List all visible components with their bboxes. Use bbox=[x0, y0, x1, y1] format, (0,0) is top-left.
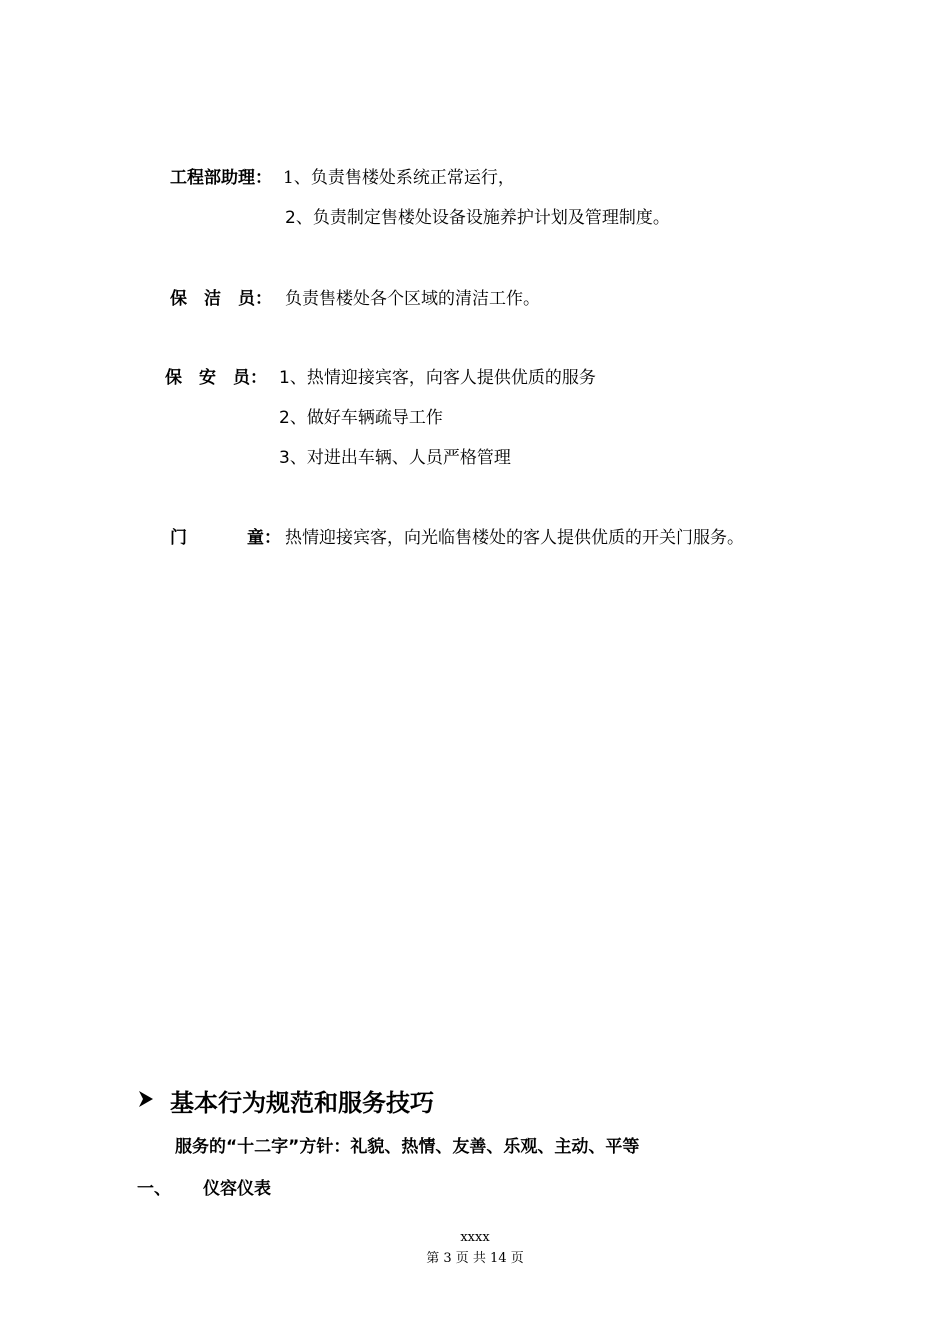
cleaner-duty: 负责售楼处各个区域的清洁工作。 bbox=[285, 289, 540, 309]
security-duty-2: 2、做好车辆疏导工作 bbox=[279, 408, 443, 428]
arrow-bullet-icon bbox=[138, 1090, 154, 1108]
security-duty-3: 3、对进出车辆、人员严格管理 bbox=[279, 448, 511, 468]
role-label-doorman-part-2: 童： bbox=[247, 528, 281, 548]
role-label-engineering-assistant: 工程部助理： bbox=[170, 168, 272, 188]
role-label-cleaner: 保 洁 员： bbox=[170, 289, 272, 309]
section-title: 基本行为规范和服务技巧 bbox=[170, 1089, 434, 1117]
role-label-doorman-part-1: 门 bbox=[170, 528, 187, 548]
security-duty-1: 1、热情迎接宾客，向客人提供优质的服务 bbox=[279, 368, 596, 388]
service-principle: 服务的“十二字”方针：礼貌、热情、友善、乐观、主动、平等 bbox=[175, 1137, 640, 1157]
engineering-duty-2: 2、负责制定售楼处设备设施养护计划及管理制度。 bbox=[285, 208, 670, 228]
role-label-security: 保 安 员： bbox=[165, 368, 267, 388]
subsection-number: 一、 bbox=[137, 1179, 171, 1199]
doorman-duty: 热情迎接宾客，向光临售楼处的客人提供优质的开关门服务。 bbox=[285, 528, 744, 548]
subsection-title: 仪容仪表 bbox=[203, 1179, 271, 1199]
engineering-duty-1: 1、负责售楼处系统正常运行， bbox=[283, 168, 515, 188]
footer-company: xxxx bbox=[460, 1230, 490, 1245]
footer-page-info: 第 3 页 共 14 页 bbox=[426, 1251, 524, 1266]
